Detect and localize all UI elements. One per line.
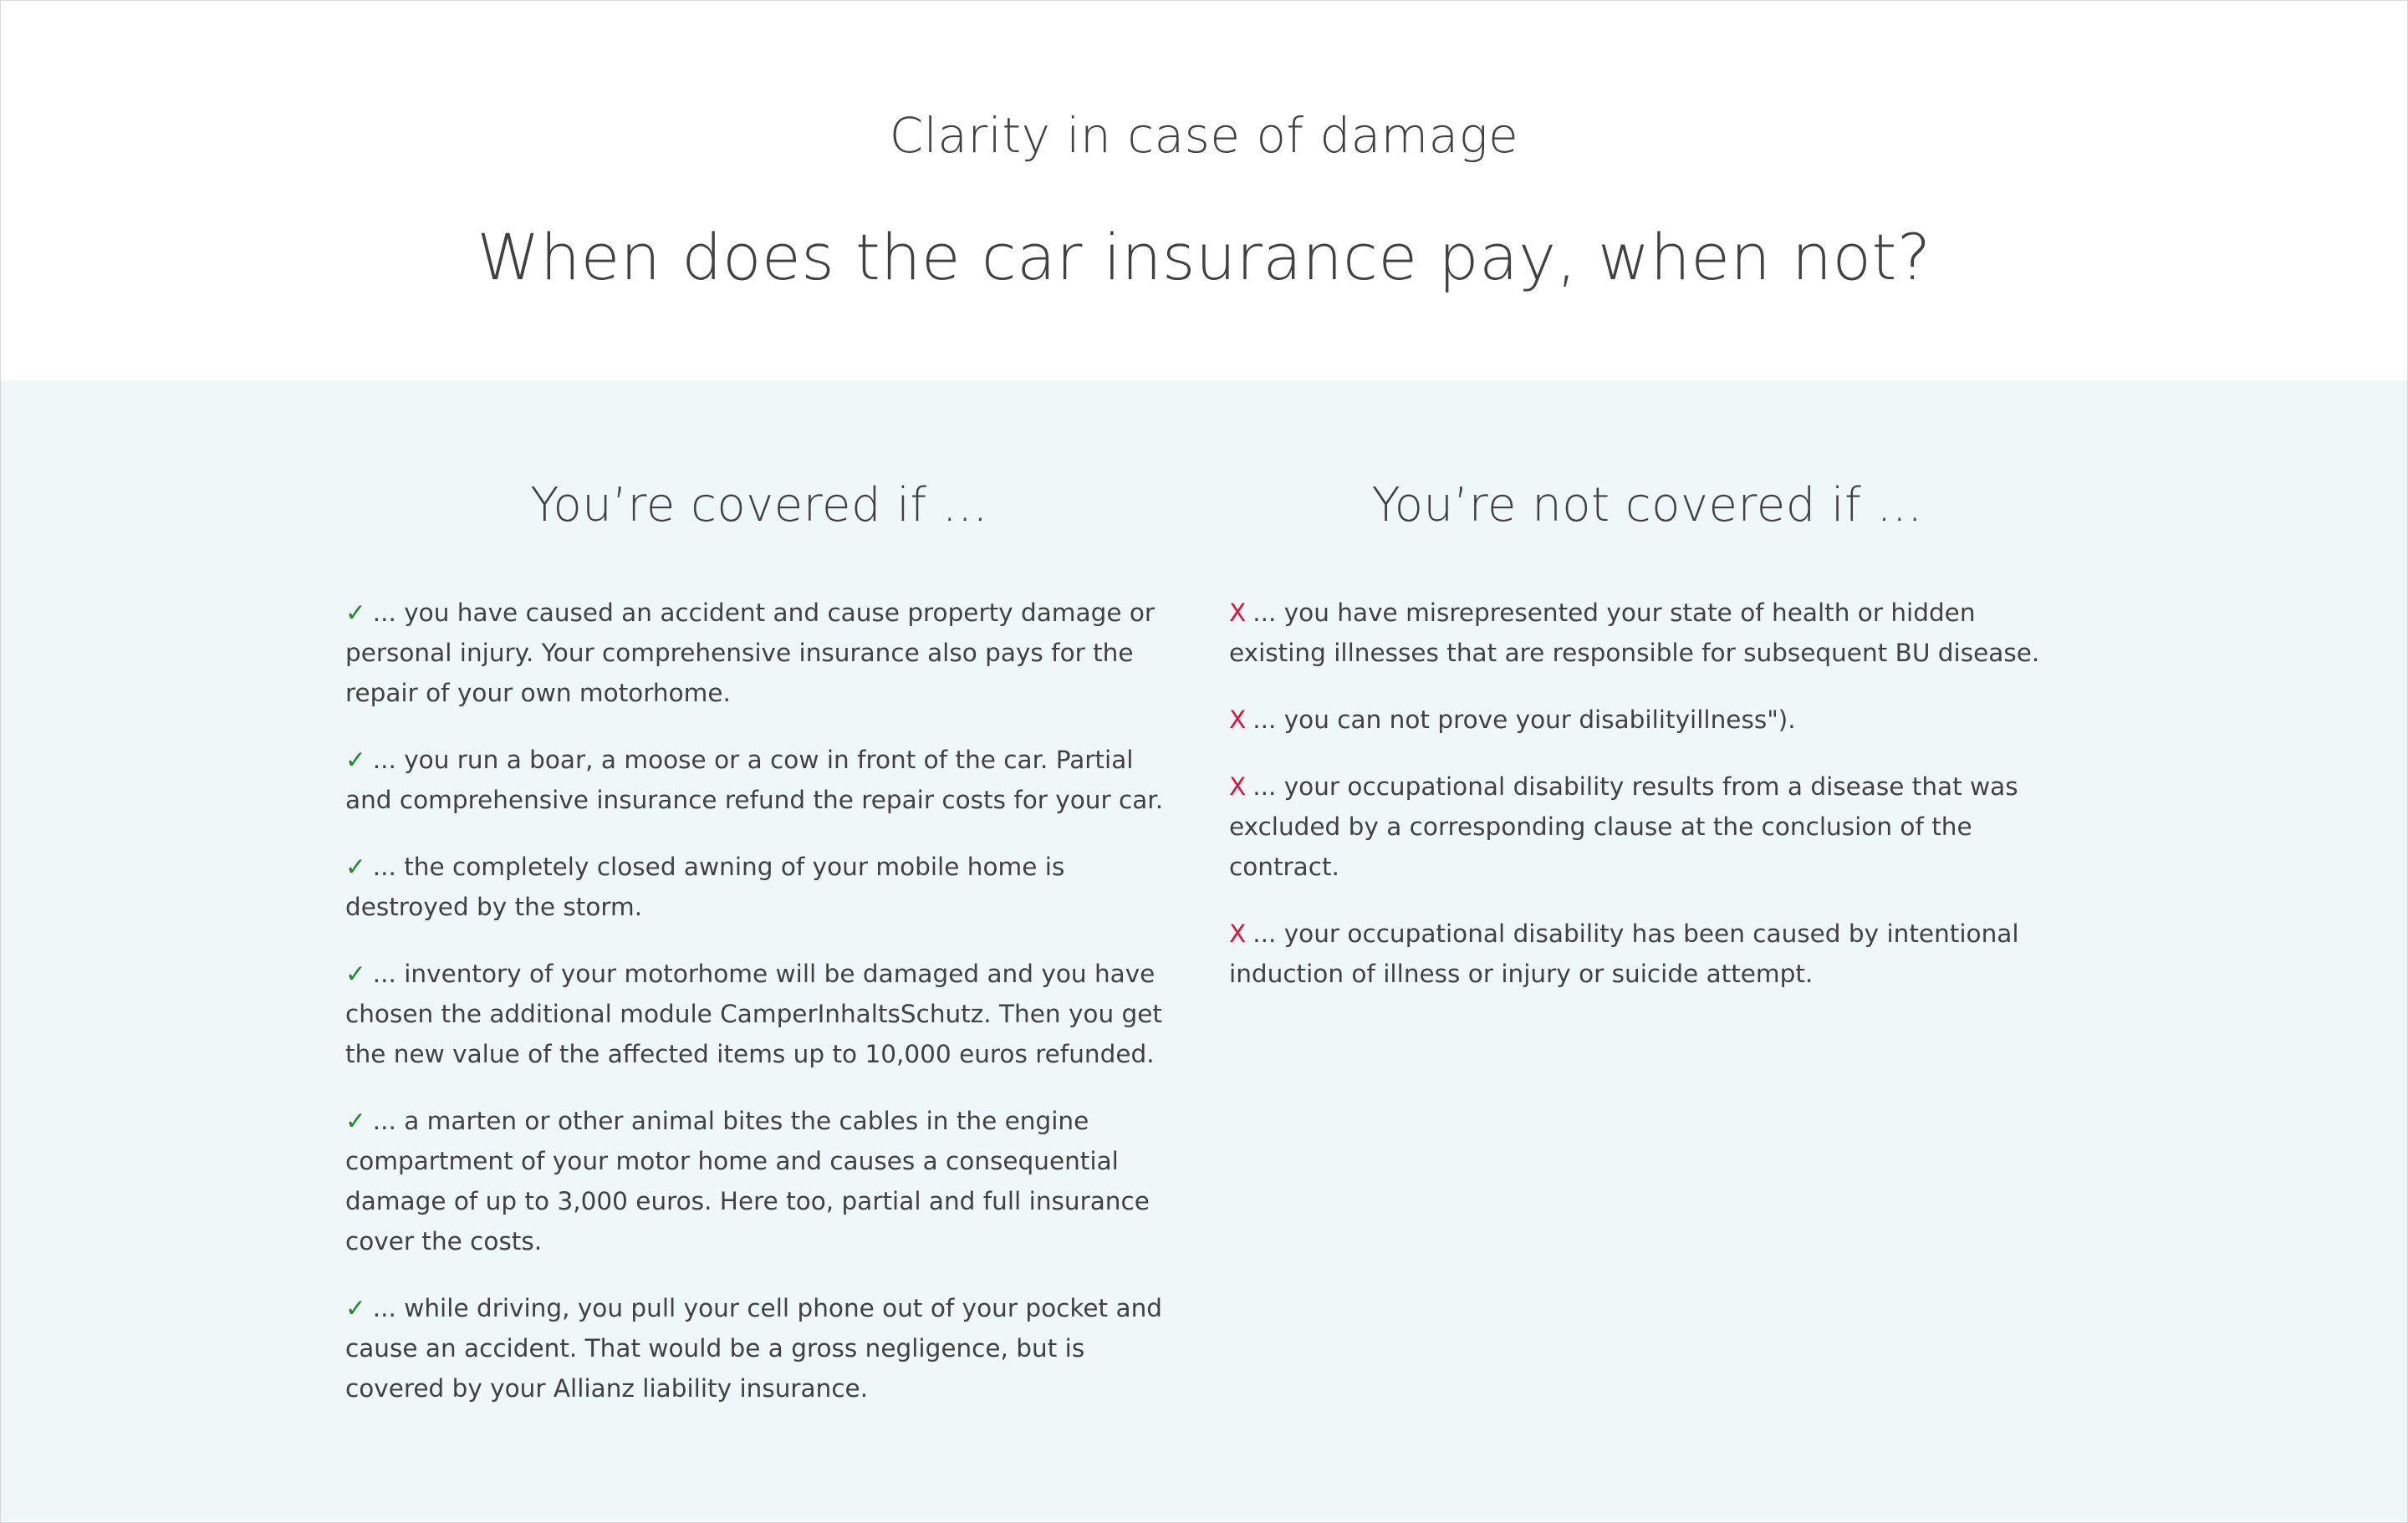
- covered-item: [345, 1288, 1173, 1408]
- covered-title: You’re covered if ...: [530, 478, 988, 532]
- not-covered-title: You’re not covered if ...: [1371, 478, 1923, 532]
- covered-item-text: ... you have caused an accident and cause property damage or personal injury. Your comprehensive insurance also pays for the repair of your own motorhome.: [345, 599, 1156, 707]
- not-covered-item: [1229, 593, 2065, 673]
- coverage-section: [0, 380, 2408, 1523]
- covered-item-text: ... the completely closed awning of your mobile home is destroyed by the storm.: [345, 853, 1065, 921]
- check-icon: ✓: [345, 746, 366, 774]
- covered-item-text: ... a marten or other animal bites the cables in the engine compartment of your motor home and causes a consequential damage of up to 3,000 euros. Here too, partial and full insurance cover the costs.: [345, 1107, 1150, 1256]
- not-covered-item: [1229, 700, 2065, 740]
- covered-item-text: ... you run a boar, a moose or a cow in front of the car. Partial and comprehensive insurance refund the repair costs for your car.: [345, 746, 1164, 814]
- cross-icon: X: [1229, 705, 1247, 734]
- covered-item: [345, 1101, 1173, 1261]
- check-icon: ✓: [345, 599, 366, 627]
- check-icon: ✓: [345, 960, 366, 988]
- not-covered-item-text: ... you can not prove your disabilityillness").: [1252, 705, 1796, 734]
- covered-list: [345, 593, 1173, 1408]
- covered-item-text: ... inventory of your motorhome will be damaged and you have chosen the additional module CamperInhaltsSchutz. Then you get the new value of the affected items up to 10,000 euros refunded.: [345, 960, 1162, 1068]
- covered-item: [345, 593, 1173, 713]
- page-title: When does the car insurance pay, when not?: [477, 220, 1931, 294]
- not-covered-item-text: ... you have misrepresented your state of health or hidden existing illnesses that are responsible for subsequent BU disease.: [1229, 599, 2040, 667]
- not-covered-column: [1229, 472, 2065, 1021]
- cross-icon: X: [1229, 599, 1247, 627]
- cross-icon: X: [1229, 772, 1247, 801]
- covered-item: [345, 740, 1173, 820]
- not-covered-list: [1229, 593, 2065, 994]
- check-icon: ✓: [345, 1294, 366, 1322]
- not-covered-item: [1229, 914, 2065, 994]
- covered-item: [345, 954, 1173, 1074]
- cross-icon: X: [1229, 919, 1247, 948]
- covered-item-text: ... while driving, you pull your cell phone out of your pocket and cause an accident. That would be a gross negligence, but is covered by your Allianz liability insurance.: [345, 1294, 1162, 1403]
- covered-item: [345, 847, 1173, 927]
- check-icon: ✓: [345, 1107, 366, 1135]
- not-covered-item-text: ... your occupational disability has been caused by intentional induction of illness or injury or suicide attempt.: [1229, 919, 2019, 988]
- header-section: [0, 0, 2408, 380]
- not-covered-item: [1229, 767, 2065, 887]
- covered-column: [345, 472, 1173, 1435]
- check-icon: ✓: [345, 853, 366, 881]
- section-eyebrow: Clarity in case of damage: [889, 107, 1519, 164]
- not-covered-item-text: ... your occupational disability results from a disease that was excluded by a corresponding clause at the conclusion of the contract.: [1229, 772, 2018, 881]
